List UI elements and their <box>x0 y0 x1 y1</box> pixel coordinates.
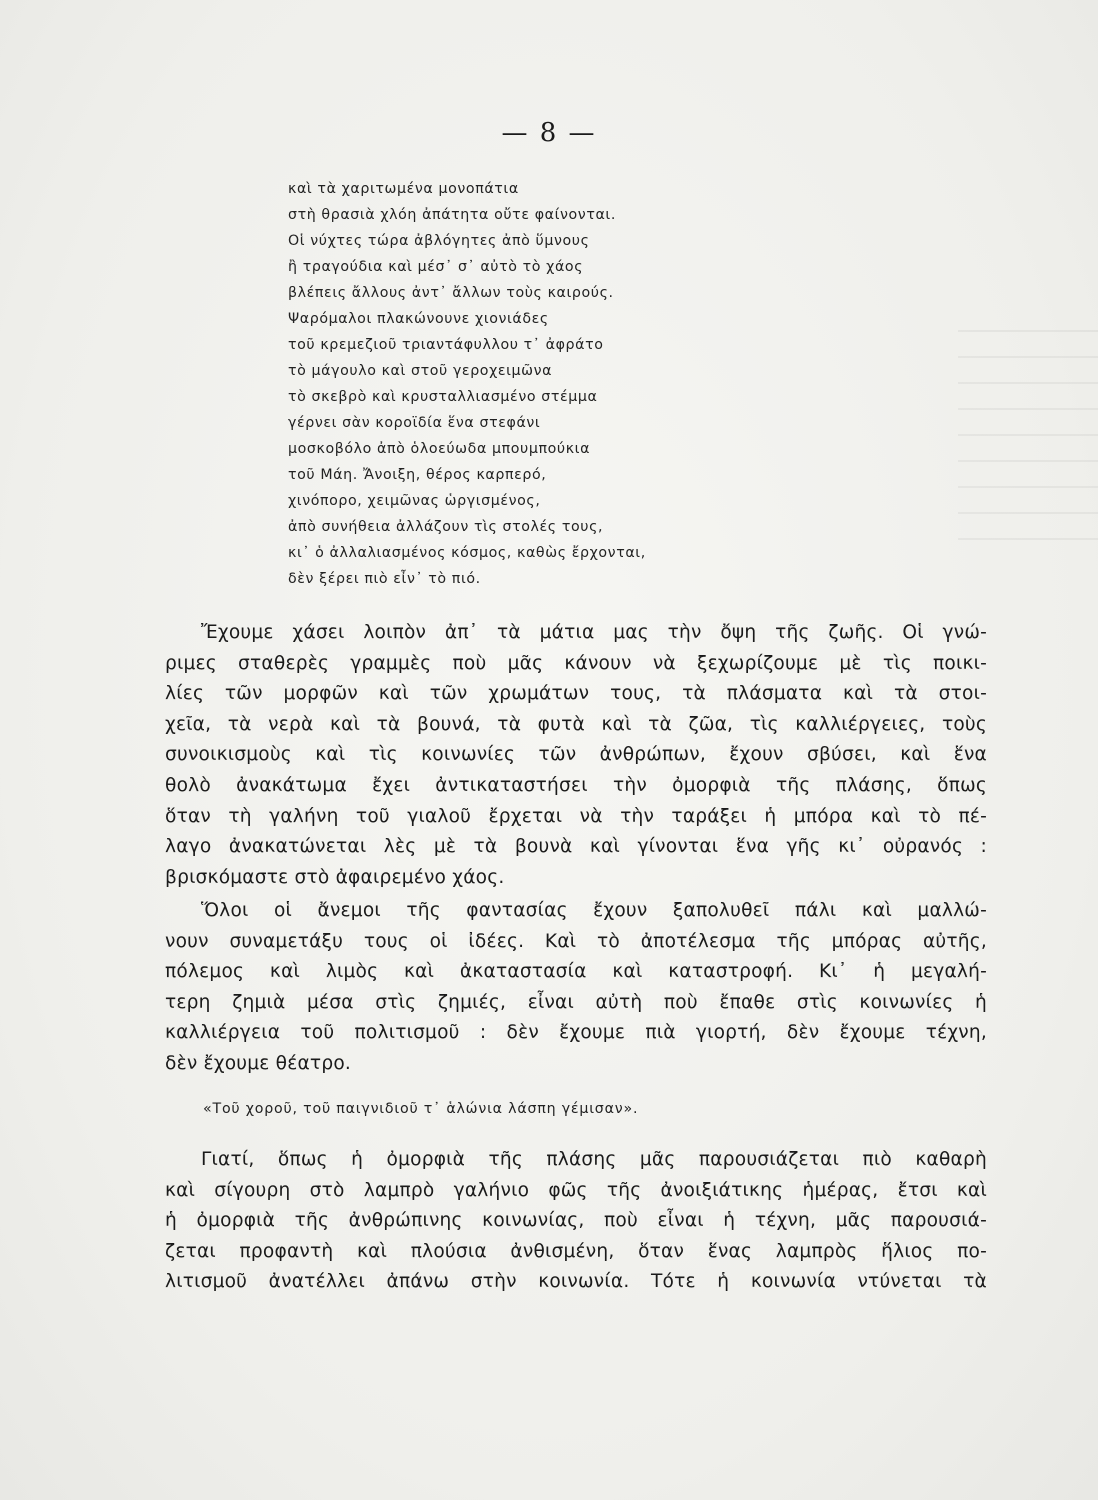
text-line: πόλεμος καὶ λιμὸς καὶ ἀκαταστασία καὶ καταστροφή. Κι᾿ ἡ μεγαλή- <box>165 961 987 983</box>
text-line: λίες τῶν μορφῶν καὶ τῶν χρωμάτων τους, τὰ πλάσματα καὶ τὰ στοι- <box>165 683 987 705</box>
text-line: χεῖα, τὰ νερὰ καὶ τὰ βουνά, τὰ φυτὰ καὶ τὰ ζῶα, τὶς καλλιέργειες, τοὺς <box>165 713 987 735</box>
quotation: «Τοῦ χοροῦ, τοῦ παιγνιδιοῦ τ᾿ ἁλώνια λάσπη γέμισαν». <box>203 1101 639 1117</box>
text-line: δὲν ἔχουμε θέατρο. <box>165 1052 352 1074</box>
text-line: ὅταν τὴ γαλήνη τοῦ γιαλοῦ ἔρχεται νὰ τὴν ταράξει ἡ μπόρα καὶ τὸ πέ- <box>165 805 987 827</box>
poem-line: ἢ τραγούδια καὶ μέσ᾿ σ᾿ αὐτὸ τὸ χάος <box>288 259 584 275</box>
poem-line: Ψαρόμαλοι πλακώνουνε χιονιάδες <box>288 311 549 327</box>
text-line: καὶ σίγουρη στὸ λαμπρὸ γαλήνιο φῶς τῆς ἀνοιξιάτικης ἡμέρας, ἔτσι καὶ <box>165 1179 987 1201</box>
paragraph-2 <box>165 896 987 1080</box>
text-line: Γιατί, ὅπως ἡ ὀμορφιὰ τῆς πλάσης μᾶς παρουσιάζεται πιὸ καθαρὴ <box>201 1149 987 1170</box>
page-number: — 8 — <box>501 118 597 148</box>
poem-line: βλέπεις ἄλλους ἀντ᾿ ἄλλων τοὺς καιρούς. <box>288 285 614 301</box>
text-line: καλλιέργεια τοῦ πολιτισμοῦ : δὲν ἔχουμε πιὰ γιορτή, δὲν ἔχουμε τέχνη, <box>165 1022 987 1044</box>
poem-line: χινόπορο, χειμῶνας ὡργισμένος, <box>288 493 541 509</box>
poem-line: κι᾿ ὁ ἀλλαλιασμένος κόσμος, καθὼς ἔρχονται, <box>288 545 646 561</box>
text-line: βρισκόμαστε στὸ ἀφαιρεμένο χάος. <box>165 866 505 888</box>
paragraph-1 <box>165 618 987 893</box>
poem-line: τὸ μάγουλο καὶ στοῦ γεροχειμῶνα <box>288 363 553 379</box>
text-line: συνοικισμοὺς καὶ τὶς κοινωνίες τῶν ἀνθρώπων, ἔχουν σβύσει, καὶ ἕνα <box>165 744 987 766</box>
poem-line: γέρνει σὰν κοροϊδία ἕνα στεφάνι <box>288 415 541 431</box>
paragraph-3 <box>165 1145 987 1298</box>
text-line: Ὅλοι οἱ ἄνεμοι τῆς φαντασίας ἔχουν ξαπολυθεῖ πάλι καὶ μαλλώ- <box>201 900 987 921</box>
text-line: τερη ζημιὰ μέσα στὶς ζημιές, εἶναι αὐτὴ ποὺ ἔπαθε στὶς κοινωνίες ἡ <box>165 991 987 1013</box>
poem-line: Οἱ νύχτες τώρα ἀβλόγητες ἀπὸ ὕμνους <box>288 233 590 249</box>
text-line: θολὸ ἀνακάτωμα ἔχει ἀντικαταστήσει τὴν ὀμορφιὰ τῆς πλάσης, ὅπως <box>165 774 987 796</box>
poem-line: τοῦ Μάη. Ἄνοιξη, θέρος καρπερό, <box>288 467 547 483</box>
text-line: νουν συναμετάξυ τους οἱ ἰδέες. Καὶ τὸ ἀποτέλεσμα τῆς μπόρας αὐτῆς, <box>165 930 987 952</box>
poem-line: τὸ σκεβρὸ καὶ κρυσταλλιασμένο στέμμα <box>288 389 598 405</box>
poem-line: μοσκοβόλο ἀπὸ ὁλοεύωδα μπουμπούκια <box>288 441 591 457</box>
poem-line: ἀπὸ συνήθεια ἀλλάζουν τὶς στολές τους, <box>288 519 604 535</box>
bleed-through-shadow <box>958 320 1098 540</box>
text-line: ἡ ὀμορφιὰ τῆς ἀνθρώπινης κοινωνίας, ποὺ εἶναι ἡ τέχνη, μᾶς παρουσιά- <box>165 1210 987 1232</box>
text-line: ζεται προφαντὴ καὶ πλούσια ἀνθισμένη, ὅταν ἕνας λαμπρὸς ἥλιος πο- <box>165 1240 987 1262</box>
text-line: ριμες σταθερὲς γραμμὲς ποὺ μᾶς κάνουν νὰ ξεχωρίζουμε μὲ τὶς ποικι- <box>165 652 987 674</box>
text-line: λιτισμοῦ ἀνατέλλει ἀπάνω στὴν κοινωνία. Τότε ἡ κοινωνία ντύνεται τὰ <box>165 1271 987 1293</box>
poem-line: καὶ τὰ χαριτωμένα μονοπάτια <box>288 181 519 197</box>
poem-line: δὲν ξέρει πιὸ εἶν᾿ τὸ πιό. <box>288 571 481 587</box>
text-line: Ἔχουμε χάσει λοιπὸν ἀπ᾿ τὰ μάτια μας τὴν ὄψη τῆς ζωῆς. Οἱ γνώ- <box>201 622 987 643</box>
poem-line: τοῦ κρεμεζιοῦ τριαντάφυλλου τ᾿ ἀφράτο <box>288 337 604 353</box>
poem-block <box>288 176 758 592</box>
poem-line: στὴ θρασιὰ χλόη ἀπάτητα οὔτε φαίνονται. <box>288 207 616 223</box>
text-line: λαγο ἀνακατώνεται λὲς μὲ τὰ βουνὰ καὶ γίνονται ἕνα γῆς κι᾿ οὐρανός : <box>165 836 987 858</box>
